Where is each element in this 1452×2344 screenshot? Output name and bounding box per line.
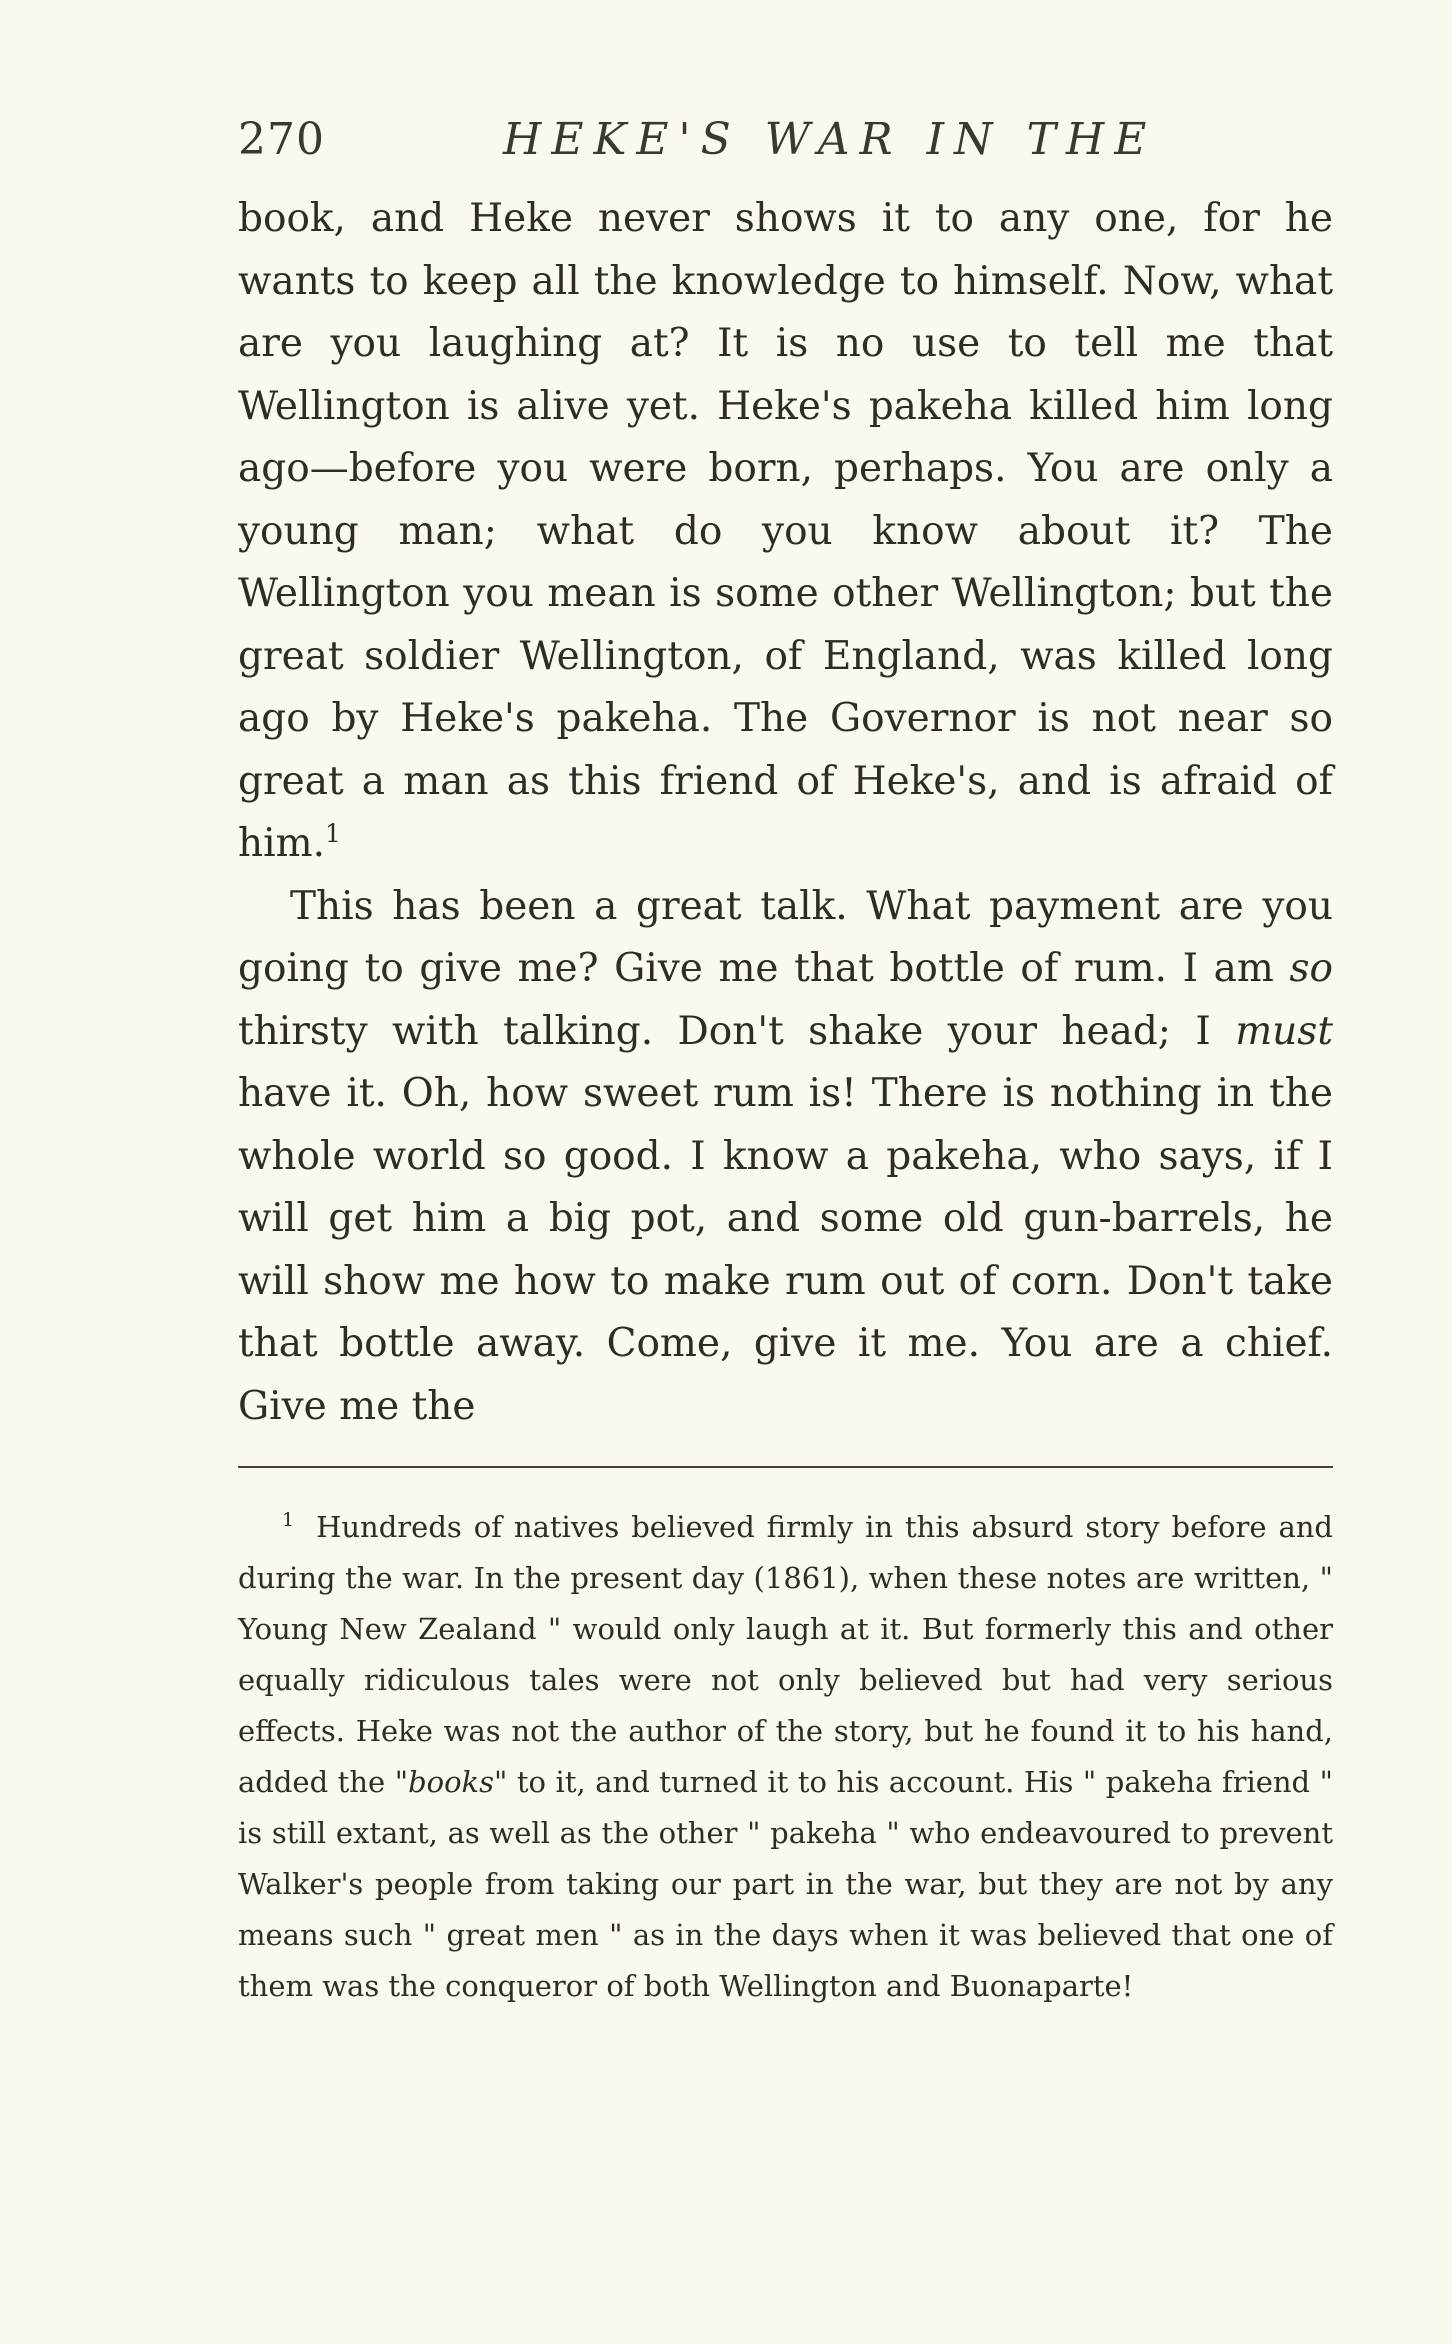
emphasis-text: so <box>1289 946 1333 991</box>
footnote-marker: 1 <box>282 1509 295 1532</box>
emphasis-text: books <box>408 1765 495 1799</box>
footnote-text: " to it, and turned it to his account. His " pakeha friend " is still extant, as well as the other " pakeha " who endeavoured to prevent Walker's people from taking our part in the war, but they are not by any means such " great men " as in the days when it was believed that one of them was the conqueror of both Wellington and Buonaparte! <box>238 1765 1334 2003</box>
footnote-reference: 1 <box>324 819 341 848</box>
footnote-paragraph <box>238 1502 1333 2012</box>
paragraph-text: have it. Oh, how sweet rum is! There is nothing in the whole world so good. I know a pakeha, who says, if I will get him a big pot, and some old gun-barrels, he will show me how to make rum out of corn. Don't take that bottle away. Come, give it me. You are a chief. Give me the <box>238 1071 1333 1429</box>
running-header <box>238 112 1333 168</box>
paragraph <box>238 188 1333 876</box>
footnote-text: Hundreds of natives believed firmly in this absurd story before and during the war. In the present day (1861), when these notes are written, " Young New Zealand " would only laugh at it. But formerly this and other equally ridiculous tales were not only believed but had very serious effects. Heke was not the author of the story, but he found it to his hand, added the " <box>238 1510 1333 1799</box>
emphasis-text: must <box>1235 1008 1333 1054</box>
paragraph-text: book, and Heke never shows it to any one, for he wants to keep all the knowledge to himself. Now, what are you laughing at? It is no use to tell me that Wellington is alive yet. Heke's pakeha killed him long ago—before you were born, perhaps. You are only a young man; what do you know about it? The Wellington you mean is some other Wellington; but the great soldier Wellington, of England, was killed long ago by Heke's pakeha. The Governor is not near so great a man as this friend of Heke's, and is afraid of him. <box>238 196 1333 866</box>
main-text <box>238 188 1333 1438</box>
footnote <box>238 1502 1333 2012</box>
page-number: 270 <box>238 114 325 165</box>
paragraph-text: thirsty with talking. Don't shake your head; I <box>238 1008 1211 1054</box>
footnote-divider <box>238 1466 1333 1468</box>
paragraph-text: This has been a great talk. What payment are you going to give me? Give me that bottle of rum. I am <box>238 883 1333 991</box>
paragraph <box>238 876 1333 1439</box>
running-title: HEKE'S WAR IN THE <box>503 114 1157 165</box>
